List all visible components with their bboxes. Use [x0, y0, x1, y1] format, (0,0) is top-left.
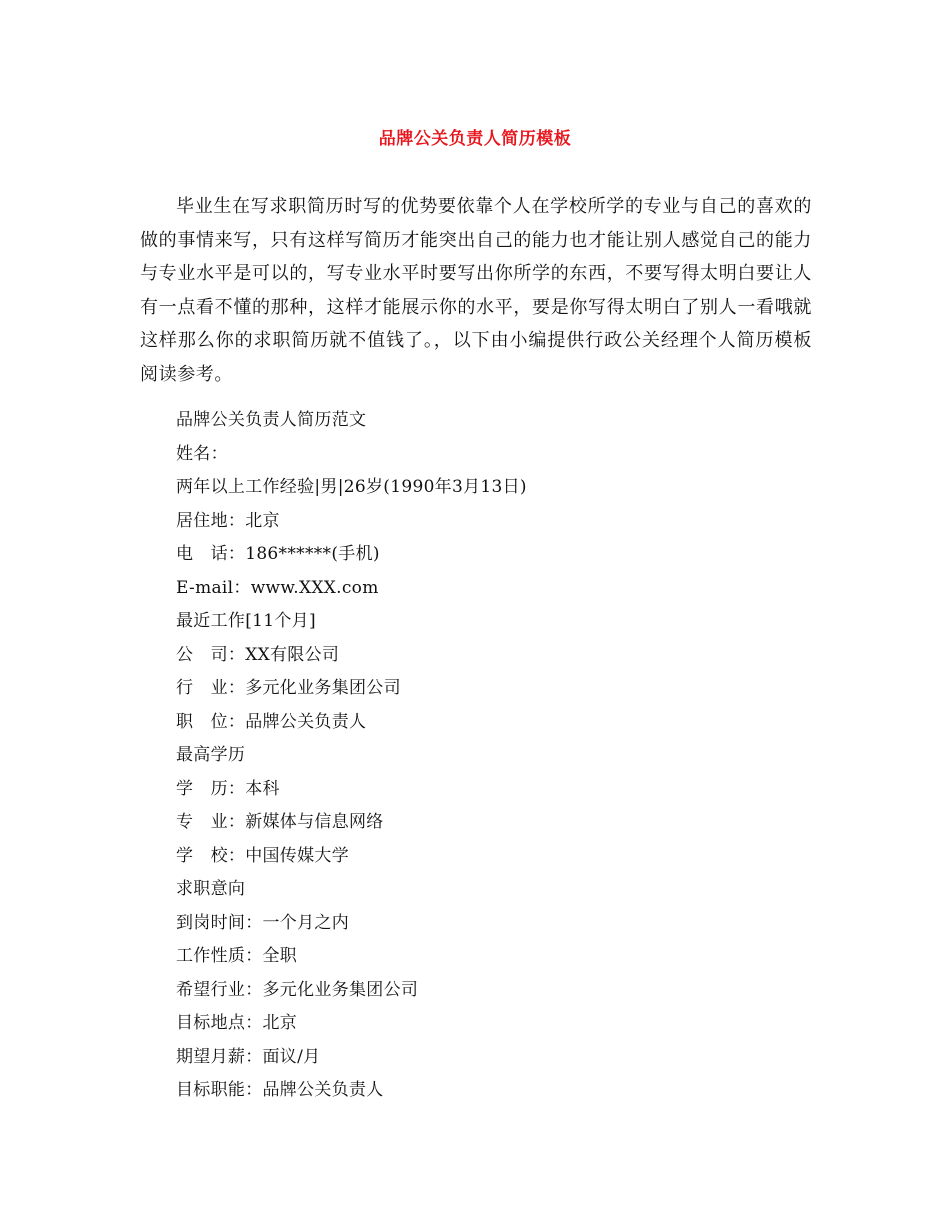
resume-line-name: 姓名： — [176, 443, 228, 464]
resume-line-degree: 学 历：本科 — [176, 778, 280, 799]
resume-line-residence: 居住地：北京 — [176, 510, 280, 531]
resume-line-target-location: 目标地点：北京 — [176, 1013, 298, 1033]
resume-line-email: E-mail：www.XXX.com — [176, 577, 379, 598]
resume-line-company: 公 司：XX有限公司 — [176, 644, 340, 665]
resume-line-industry: 行 业：多元化业务集团公司 — [176, 678, 401, 698]
resume-line-start-time: 到岗时间：一个月之内 — [176, 912, 349, 933]
resume-line-major: 专 业：新媒体与信息网络 — [176, 812, 384, 832]
resume-line-desired-industry: 希望行业：多元化业务集团公司 — [176, 979, 419, 1000]
resume-section-recent-work: 最近工作[11个月] — [176, 611, 316, 631]
document-title: 品牌公关负责人简历模板 — [378, 129, 572, 149]
resume-line-summary: 两年以上工作经验|男|26岁(1990年3月13日) — [176, 477, 527, 497]
resume-line-phone: 电 话：186******(手机) — [176, 544, 380, 564]
intro-paragraph: 毕业生在写求职简历时写的优势要依靠个人在学校所学的专业与自己的喜欢的做的事情来写，只有这样写简历才能突出自己的能力也才能让别人感觉自己的能力与专业水平是可以的，写专业水平时要写出你所学的东西，不要写得太明白要让人有一点看不懂的那种，这样才能展示你的水平，要是你写得太明白了别人一看哦就这样那么你的求职简历就不值钱了。，以下由小编提供行政公关经理个人简历模板阅读参考。 — [140, 196, 812, 385]
resume-line-heading: 品牌公关负责人简历范文 — [176, 410, 367, 430]
resume-line-position: 职 位：品牌公关负责人 — [176, 711, 367, 732]
resume-line-target-function: 目标职能：品牌公关负责人 — [176, 1080, 384, 1100]
resume-section-job-intention: 求职意向 — [176, 879, 246, 899]
resume-line-school: 学 校：中国传媒大学 — [176, 845, 349, 866]
resume-line-job-type: 工作性质：全职 — [176, 946, 298, 966]
resume-fields — [176, 404, 527, 1108]
resume-section-education: 最高学历 — [176, 745, 246, 765]
resume-line-expected-salary: 期望月薪：面议/月 — [176, 1046, 321, 1067]
